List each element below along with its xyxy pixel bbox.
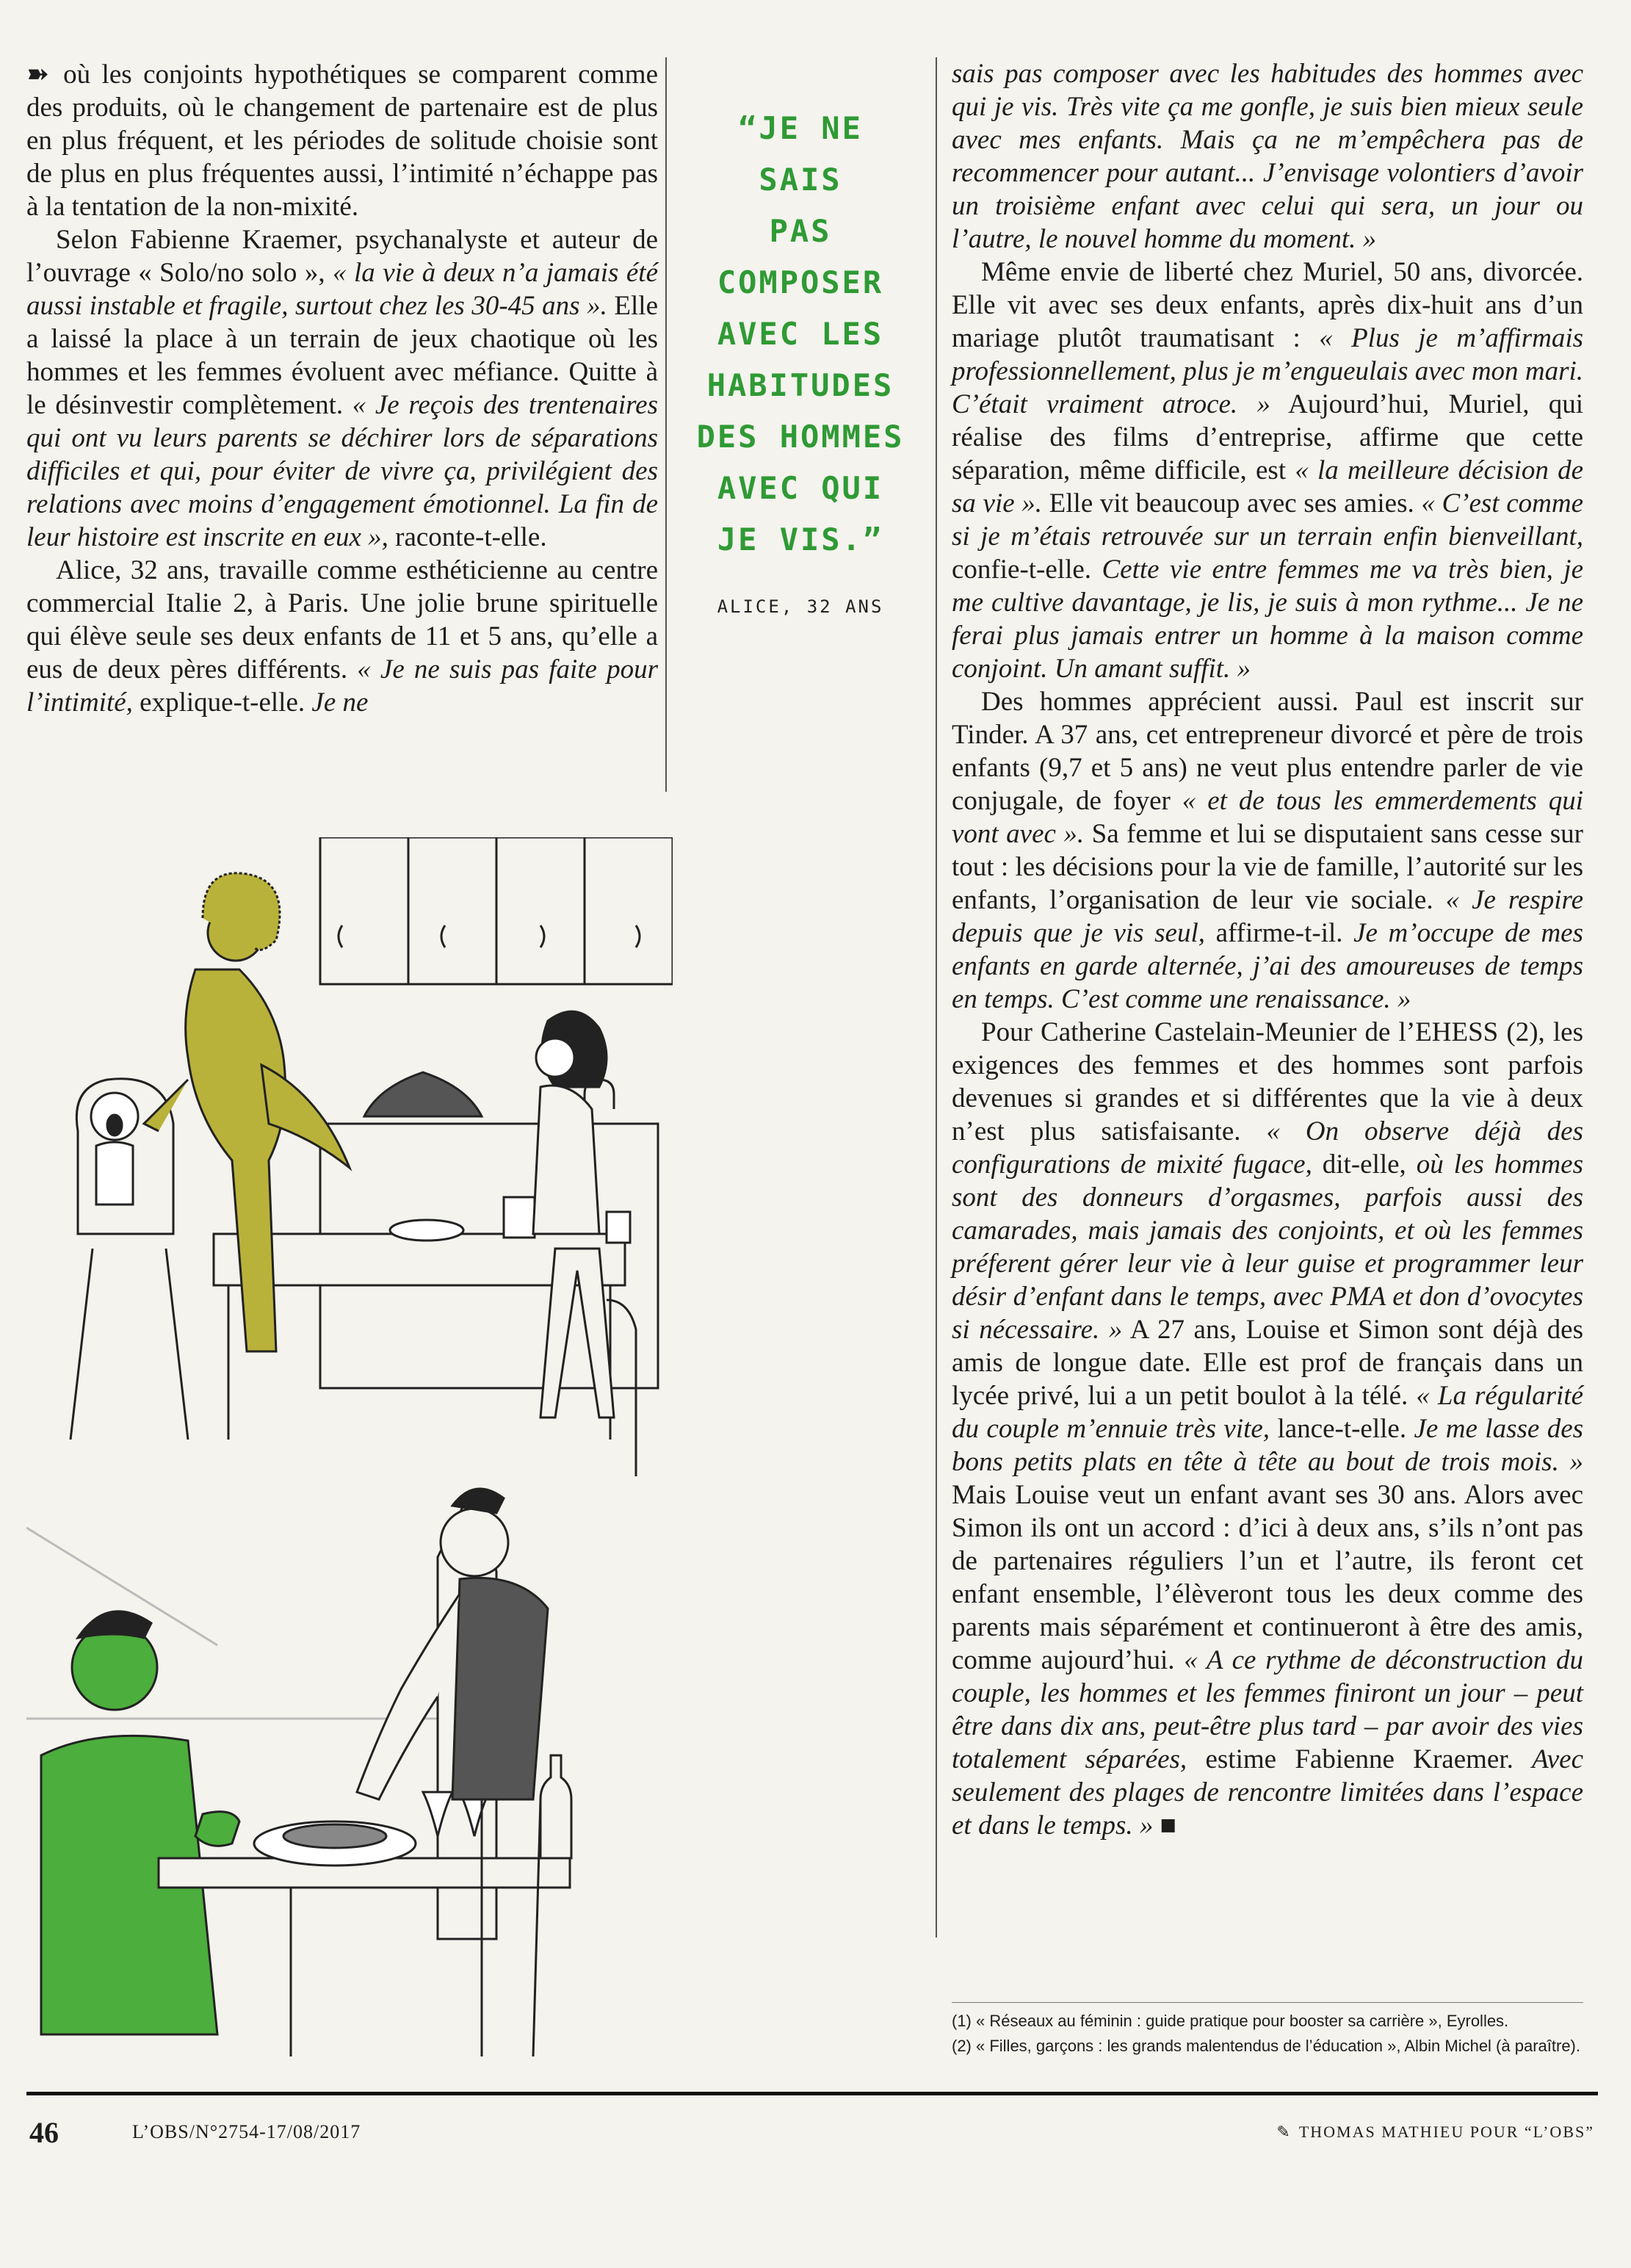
quote-text: « la meilleure décision de sa vie ».	[952, 455, 1583, 519]
quote-text: Je ne	[311, 687, 369, 718]
body-text: raconte-t-elle.	[388, 522, 547, 552]
woman-arm-right	[261, 1065, 350, 1168]
body-text: ■	[1153, 1810, 1176, 1841]
body-text: où les conjoints hypothétiques se comparent comme des produits, où le changement de partenaire est de plus en plus fréquent, et les périodes de solitude choisie sont de plus en plus fréquentes aussi, l’intimité n’échappe pas à la tentation de la non-mixité.	[26, 59, 659, 222]
body-text: Sa femme et lui se disputaient sans cesse sur tout : les décisions pour la vie de famille, l’autorité sur les enfants, l’organisation de leur vie sociale.	[952, 819, 1583, 915]
footnote-divider	[952, 2002, 1583, 2003]
girl-head	[536, 1039, 574, 1077]
column-divider-right	[936, 57, 937, 1937]
body-text: dit-elle,	[1312, 1149, 1417, 1180]
body-text: lance-t-elle.	[1270, 1414, 1414, 1444]
article-illustration	[26, 837, 673, 2056]
glass	[607, 1212, 630, 1243]
quote-text: « A ce rythme de déconstruction du couple, les hommes et les femmes finiront un jour – peut être dans dix ans, peut-être plus tard – par avoir des vies totalement séparées,	[952, 1645, 1583, 1774]
article-paragraph	[26, 223, 658, 554]
quote-text: « Je reçois des trentenaires qui ont vu leurs parents se déchirer lors de séparations difficiles et qui, pour éviter de vivre ça, privilégient des relations avec moins d’engagement émotionnel. La fin de leur histoire est inscrite en eux »,	[26, 390, 658, 552]
body-text: Elle vit beaucoup avec ses amies.	[1042, 488, 1422, 519]
quote-text: sais pas composer avec les habitudes des hommes avec qui je vis. Très vite ça me gonfle, je suis bien mieux seule avec mes enfants. Mais ça ne m’empêchera pas de recommencer pour autant... J’envisage volontiers d’avoir un troisième enfant avec celui qui sera, un jour ou l’autre, le nouvel homme du moment. »	[952, 59, 1583, 254]
column-divider-left	[665, 57, 667, 792]
credit-text: THOMAS MATHIEU POUR “L’OBS”	[1298, 2123, 1594, 2141]
restaurant-scene	[26, 1489, 571, 2056]
page-number: 46	[29, 2116, 59, 2149]
article-paragraph	[952, 256, 1583, 685]
body-text: Même envie de liberté chez Muriel, 50 ans, divorcée. Elle vit avec ses deux enfants, après dix-huit ans d’un mariage plutôt traumatisant :	[952, 257, 1583, 353]
pull-quote	[690, 103, 911, 617]
body-text: Aujourd’hui, Muriel, qui réalise des films d’entreprise, affirme que cette séparation, même difficile, est	[952, 389, 1583, 485]
footnotes	[952, 2002, 1583, 2059]
quote-text: « Je ne suis pas faite pour l’intimité,	[26, 654, 658, 718]
cooking-pot	[364, 1072, 482, 1116]
pencil-icon: ✎	[1276, 2123, 1292, 2141]
footnote-1: (1) « Réseaux au féminin : guide pratique pour booster sa carrière », Eyrolles.	[952, 2012, 1509, 2030]
pull-quote-attribution: ALICE, 32 ANS	[717, 596, 884, 617]
body-text: affirme-t-il.	[1205, 918, 1354, 948]
body-text: explique-t-elle.	[132, 687, 312, 718]
quote-text: « Plus je m’affirmais professionnellement, plus je m’engueulais avec mon mari. C’était vraiment atroce. »	[952, 323, 1583, 419]
ketchup-bottle	[540, 1755, 571, 1858]
quote-text: où les hommes sont des donneurs d’orgasmes, parfois aussi des camarades, mais jamais des conjoints, et où les femmes préferent gérer leur vie à leur guise et programmer leur désir d’enfant dans le temps, avec PMA et don d’ovocytes si nécessaire. »	[952, 1149, 1583, 1345]
quote-text: « On observe déjà des configurations de mixité fugace,	[952, 1116, 1583, 1180]
quote-text: « et de tous les emmerdements qui vont avec ».	[952, 786, 1583, 849]
quote-text: « la vie à deux n’a jamais été aussi instable et fragile, surtout chez les 30-45 ans ».	[26, 258, 659, 321]
pitcher	[504, 1197, 535, 1238]
article-paragraph	[952, 1016, 1583, 1842]
footnote-2: (2) « Filles, garçons : les grands malentendus de l’éducation », Albin Michel (à paraître).	[952, 2037, 1580, 2055]
body-text: confie-t-elle.	[952, 555, 1102, 585]
plate	[390, 1220, 463, 1240]
quote-text: Avec seulement des plages de rencontre limitées dans l’espace et dans le temps. »	[952, 1744, 1583, 1841]
body-text: Des hommes apprécient aussi. Paul est inscrit sur Tinder. A 37 ans, cet entrepreneur divorcé et père de trois enfants (9,7 et 5 ans) ne veut plus entendre parler de vie conjugale, de foyer	[952, 687, 1583, 816]
illustration-credit	[1276, 2123, 1594, 2142]
quote-text: Cette vie entre femmes me va très bien, je me cultive davantage, je lis, je suis à mon rythme... Je ne ferai plus jamais entrer un homme à la maison comme conjoint. Un amant suffit. »	[952, 555, 1583, 684]
pull-quote-text: “JE NE SAIS PAS COMPOSER AVEC LES HABITUDES DES HOMMES AVEC QUI JE VIS.”	[696, 110, 905, 557]
issue-info: L’OBS/N°2754-17/08/2017	[132, 2121, 361, 2142]
quote-text: « C’est comme si je m’étais retrouvée sur un terrain enfin bienveillant,	[952, 488, 1583, 552]
article-paragraph	[26, 554, 658, 719]
waiter-vest	[452, 1578, 548, 1799]
body-text: Mais Louise veut un enfant avant ses 30 ans. Alors avec Simon ils ont un accord : d’ici à deux ans, s’ils n’ont pas de partenaires réguliers l’un et l’autre, ils feront cet enfant ensemble, l’élèveront tous les deux comme des parents mais séparément et continueront à être des amis, comme aujourd’hui.	[952, 1480, 1583, 1675]
article-column-left	[26, 57, 658, 719]
body-text: Pour Catherine Castelain-Meunier de l’EHESS (2), les exigences des femmes et des hommes sont parfois devenues si grandes et si différentes que la vie à deux n’est plus satisfaisante.	[952, 1017, 1583, 1146]
body-text: estime Fabienne Kraemer.	[1187, 1744, 1533, 1774]
girl-body	[533, 1086, 599, 1234]
article-paragraph	[952, 685, 1583, 1016]
body-text: Elle a laissé la place à un terrain de jeux chaotique où les hommes et les femmes évoluent avec méfiance. Quitte à le désinvestir complètement.	[26, 291, 658, 420]
man-hands	[195, 1812, 239, 1846]
continuation-arrow-icon: ➽	[26, 58, 64, 90]
waiter-head	[441, 1509, 508, 1576]
article-paragraph	[26, 57, 658, 223]
body-text: Selon Fabienne Kraemer, psychanalyste et auteur de l’ouvrage « Solo/no solo »,	[26, 225, 658, 288]
body-text: Alice, 32 ans, travaille comme esthéticienne au centre commercial Italie 2, à Paris. Une jolie brune spirituelle qui élève seule ses deux enfants de 11 et 5 ans, qu’elle a eus de deux pères différents.	[26, 555, 658, 685]
article-column-right	[952, 57, 1583, 1842]
illustration-svg	[26, 837, 673, 2056]
man-hair	[78, 1611, 151, 1638]
steak	[283, 1824, 386, 1848]
quote-text: « Je respire depuis que je vis seul,	[952, 885, 1584, 948]
quote-text: Je m’occupe de mes enfants en garde alternée, j’ai des amoureuses de temps en temps. C’est comme une renaissance. »	[952, 918, 1583, 1014]
article-paragraph	[952, 57, 1583, 256]
footer-rule	[26, 2092, 1598, 2095]
body-text: A 27 ans, Louise et Simon sont déjà des amis de longue date. Elle est prof de français dans un lycée privé, lui a un petit boulot à la télé.	[952, 1315, 1583, 1411]
quote-text: « La régularité du couple m’ennuie très vite,	[952, 1381, 1584, 1444]
kitchen-scene	[70, 837, 673, 1476]
woman-figure	[186, 969, 286, 1351]
quote-text: Je me lasse des bons petits plats en tête à tête au bout de trois mois. »	[952, 1414, 1584, 1477]
